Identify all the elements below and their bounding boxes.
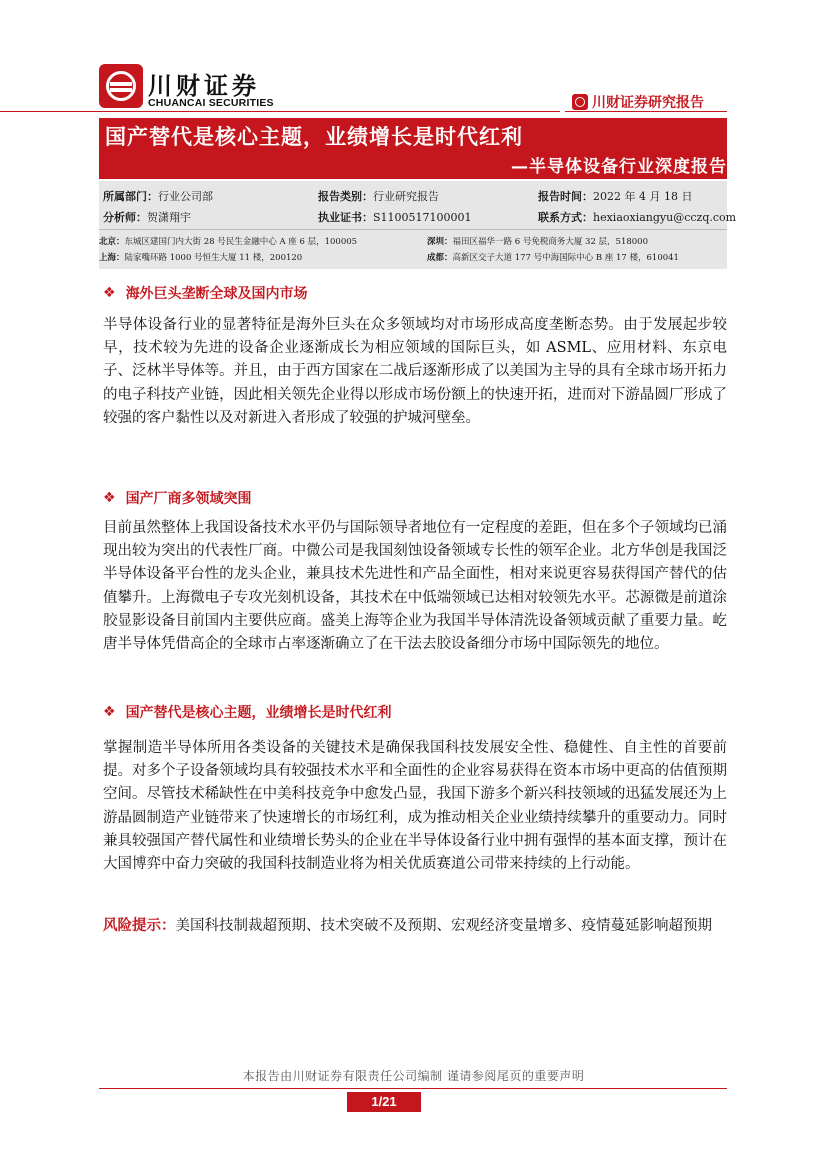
diamond-bullet-icon: ❖	[103, 704, 116, 720]
footer-disclaimer: 本报告由川财证券有限责任公司编制 谨请参阅尾页的重要声明	[242, 1069, 585, 1083]
category-field: 报告类别：行业研究报告	[318, 190, 439, 203]
contact-field: 联系方式：hexiaoxiangyu@cczq.com	[538, 211, 737, 224]
certificate-field: 执业证书：S1100517100001	[318, 211, 472, 224]
section-heading-1: ❖ 海外巨头垄断全球及国内市场	[103, 285, 308, 302]
risk-text: 美国科技制裁超预期、技术突破不及预期、宏观经济变量增多、疫情蔓延影响超预期	[175, 918, 712, 934]
report-time-field: 报告时间：2022 年 4 月 18 日	[538, 190, 693, 203]
footer-divider	[99, 1088, 727, 1089]
report-series-text: 川财证券研究报告	[592, 95, 704, 111]
section-heading-2: ❖ 国产厂商多领域突围	[103, 490, 252, 507]
address-shanghai: 上海：陆家嘴环路 1000 号恒生大厦 11 楼，200120	[99, 253, 303, 263]
risk-label: 风险提示：	[103, 918, 176, 934]
report-title: 国产替代是核心主题，业绩增长是时代红利	[105, 125, 523, 149]
section-body-2: 目前虽然整体上我国设备技术水平仍与国际领导者地位有一定程度的差距，但在多个子领域均已涌现出较为突出的代表性厂商。中微公司是我国刻蚀设备领域专长性的领军企业。北方华创是我国泛半导体设备平台性的龙头企业，兼具技术先进性和产品全面性，相对来说更容易获得国产替代的估值攀升。上海微电子专攻光刻机设备，其技术在中低端领域已达相对较领先水平。芯源微是前道涂胶显影设备目前国内主要供应商。盛美上海等企业为我国半导体清洗设备领域贡献了重要力量。屹唐半导体凭借高企的全球市占率逐渐确立了在干法去胶设备细分市场中国际领先的地位。	[103, 520, 727, 653]
section-body-3: 掌握制造半导体所用各类设备的关键技术是确保我国科技发展安全性、稳健性、自主性的首要前提。对多个子设备领域均具有较强技术水平和全面性的企业容易获得在资本市场中更高的估值预期空间。尽管技术稀缺性在中美科技竞争中愈发凸显，我国下游多个新兴科技领域的迅猛发展还为上游晶圆制造产业链带来了快速增长的市场红利，成为推动相关企业业绩持续攀升的重要动力。同时兼具较强国产替代属性和业绩增长势头的企业在半导体设备行业中拥有强悍的基本面支撑，预计在大国博弈中奋力突破的我国科技制造业将为相关优质赛道公司带来持续的上行动能。	[103, 740, 727, 873]
diamond-bullet-icon: ❖	[103, 285, 116, 301]
diamond-bullet-icon: ❖	[103, 490, 116, 506]
company-name-en: CHUANCAI SECURITIES	[148, 97, 274, 109]
company-name-cn: 川财证券	[148, 72, 260, 100]
dept-field: 所属部门：行业公司部	[103, 190, 213, 203]
contact-email-link[interactable]: hexiaoxiangyu@cczq.com	[593, 211, 737, 224]
report-series-label	[572, 92, 704, 112]
address-shenzhen: 深圳：福田区福华一路 6 号免税商务大厦 32 层，518000	[427, 237, 648, 247]
address-beijing: 北京：东城区建国门内大街 28 号民生金融中心 A 座 6 层，100005	[99, 237, 358, 247]
header-divider	[0, 111, 560, 112]
report-subtitle: —半导体设备行业深度报告	[511, 157, 727, 177]
info-divider	[99, 229, 727, 230]
company-logo	[99, 64, 143, 108]
address-chengdu: 成都：高新区交子大道 177 号中海国际中心 B 座 17 楼，610041	[427, 253, 679, 263]
section-body-1: 半导体设备行业的显著特征是海外巨头在众多领域均对市场形成高度垄断态势。由于发展起步较早，技术较为先进的设备企业逐渐成长为相应领域的国际巨头，如 ASML、应用材料、东京电子、泛林半导体等。并且，由于西方国家在二战后逐渐形成了以美国为主导的具有全球市场开拓力的电子科技产业链，因此相关领先企业得以形成市场份额上的快速开拓，进而对下游晶圆厂形成了较强的客户黏性以及对新进入者形成了较强的护城河壁垒。	[103, 317, 727, 426]
analyst-field: 分析师：贺潇翔宇	[103, 211, 191, 224]
section-heading-3: ❖ 国产替代是核心主题，业绩增长是时代红利	[103, 704, 392, 721]
page-number: 1/21	[347, 1092, 421, 1112]
risk-warning	[103, 911, 727, 942]
company-mini-logo-icon	[572, 94, 588, 110]
header-divider-right	[565, 111, 727, 112]
